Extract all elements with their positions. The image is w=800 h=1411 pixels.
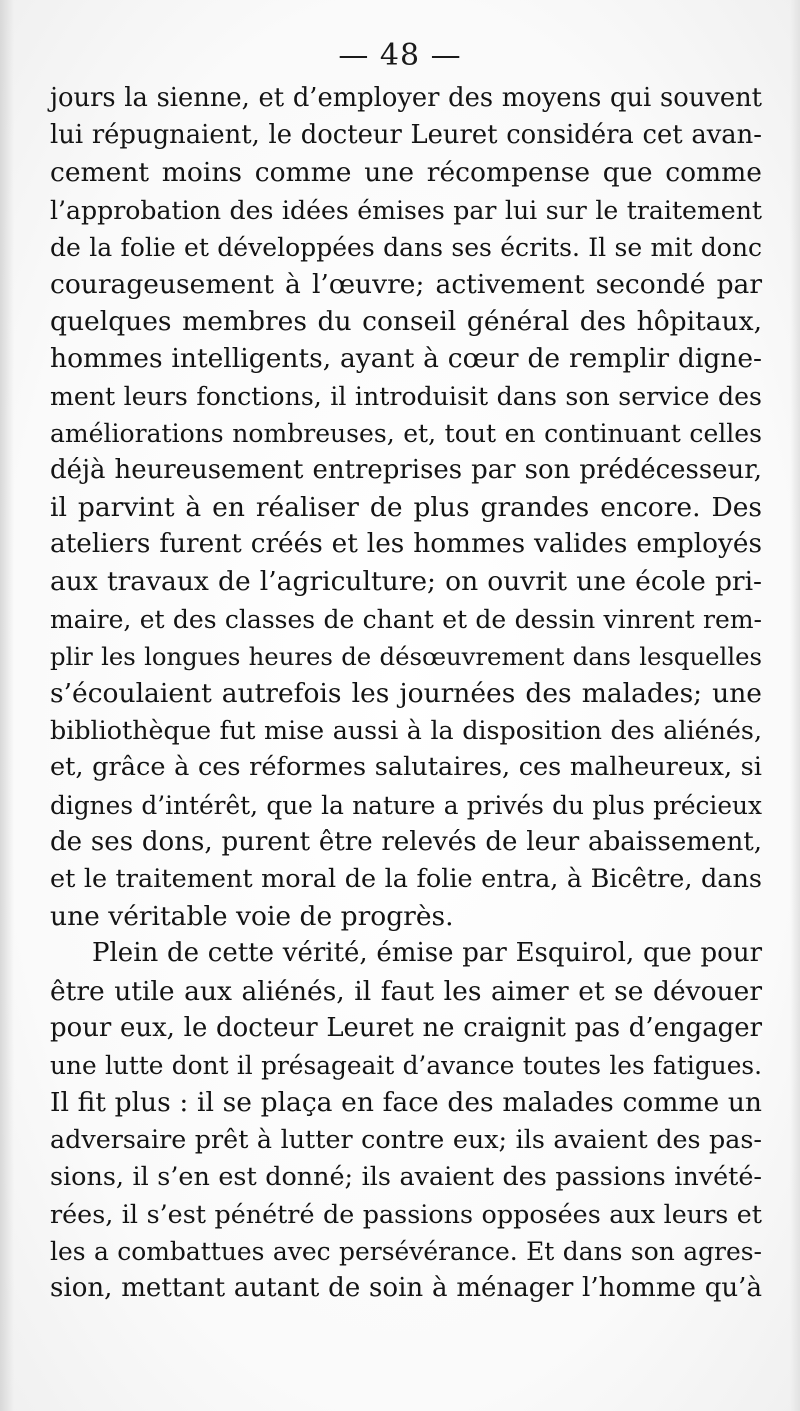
text-line: ment leurs fonctions, il introduisit dans son service des xyxy=(50,381,762,411)
page-number: — 48 — xyxy=(338,38,462,73)
text-line: déjà heureusement entreprises par son prédécesseur, xyxy=(50,454,762,485)
text-line: il parvint à en réaliser de plus grandes encore. Des xyxy=(50,492,762,524)
text-line: Plein de cette vérité, émise par Esquirol, que pour xyxy=(92,938,762,969)
text-line: dignes d’intérêt, que la nature a privés du plus précieux xyxy=(50,790,762,820)
text-line: hommes intelligents, ayant à cœur de remplir digne- xyxy=(50,343,762,375)
text-line: les a combattues avec persévérance. Et dans son agres- xyxy=(50,1236,762,1266)
text-line: s’écoulaient autrefois les journées des malades; une xyxy=(50,678,762,709)
paragraph-1 xyxy=(50,80,762,935)
text-line: améliorations nombreuses, et, tout en continuant celles xyxy=(50,418,762,448)
text-line: plir les longues heures de désœuvrement dans lesquelles xyxy=(50,641,762,671)
text-line: sion, mettant autant de soin à ménager l’homme qu’à xyxy=(50,1273,762,1303)
text-line: et le traitement moral de la folie entra, à Bicêtre, dans xyxy=(50,863,762,894)
text-line: une lutte dont il présageait d’avance toutes les fatigues. xyxy=(50,1050,762,1080)
text-line: aux travaux de l’agriculture; on ouvrit une école pri- xyxy=(50,566,762,598)
text-line: cement moins comme une récompense que comme xyxy=(50,157,762,189)
text-line: sions, il s’en est donné; ils avaient des passions invété- xyxy=(50,1161,762,1192)
text-line: courageusement à l’œuvre; activement secondé par xyxy=(50,268,762,300)
text-line: de la folie et développées dans ses écrits. Il se mit donc xyxy=(50,232,762,262)
text-line: de ses dons, purent être relevés de leur abaissement, xyxy=(50,826,762,857)
page-gutter-shadow xyxy=(0,0,14,1411)
page-edge-shadow xyxy=(790,0,800,1411)
text-line: et, grâce à ces réformes salutaires, ces malheureux, si xyxy=(50,752,762,783)
text-line: Il fit plus : il se plaça en face des malades comme un xyxy=(50,1087,762,1119)
text-line: jours la sienne, et d’employer des moyens qui souvent xyxy=(50,83,762,113)
paragraph-2 xyxy=(50,935,762,1307)
text-line: bibliothèque fut mise aussi à la disposition des aliénés, xyxy=(50,715,762,746)
text-line: lui répugnaient, le docteur Leuret considéra cet avan- xyxy=(50,120,762,151)
text-line: adversaire prêt à lutter contre eux; ils avaient des pas- xyxy=(50,1124,762,1155)
text-line: ateliers furent créés et les hommes valides employés xyxy=(50,529,762,560)
text-line: être utile aux aliénés, il faut les aimer et se dévouer xyxy=(50,975,762,1007)
text-line: rées, il s’est pénétré de passions opposées aux leurs et xyxy=(50,1198,762,1229)
text-line: l’approbation des idées émises par lui sur le traitement xyxy=(50,195,762,225)
body-text xyxy=(50,80,762,1307)
text-line: quelques membres du conseil général des hôpitaux, xyxy=(50,306,762,338)
text-line: maire, et des classes de chant et de dessin vinrent rem- xyxy=(50,604,762,634)
text-line: pour eux, le docteur Leuret ne craignit pas d’engager xyxy=(50,1012,762,1043)
text-line: une véritable voie de progrès. xyxy=(50,901,454,933)
